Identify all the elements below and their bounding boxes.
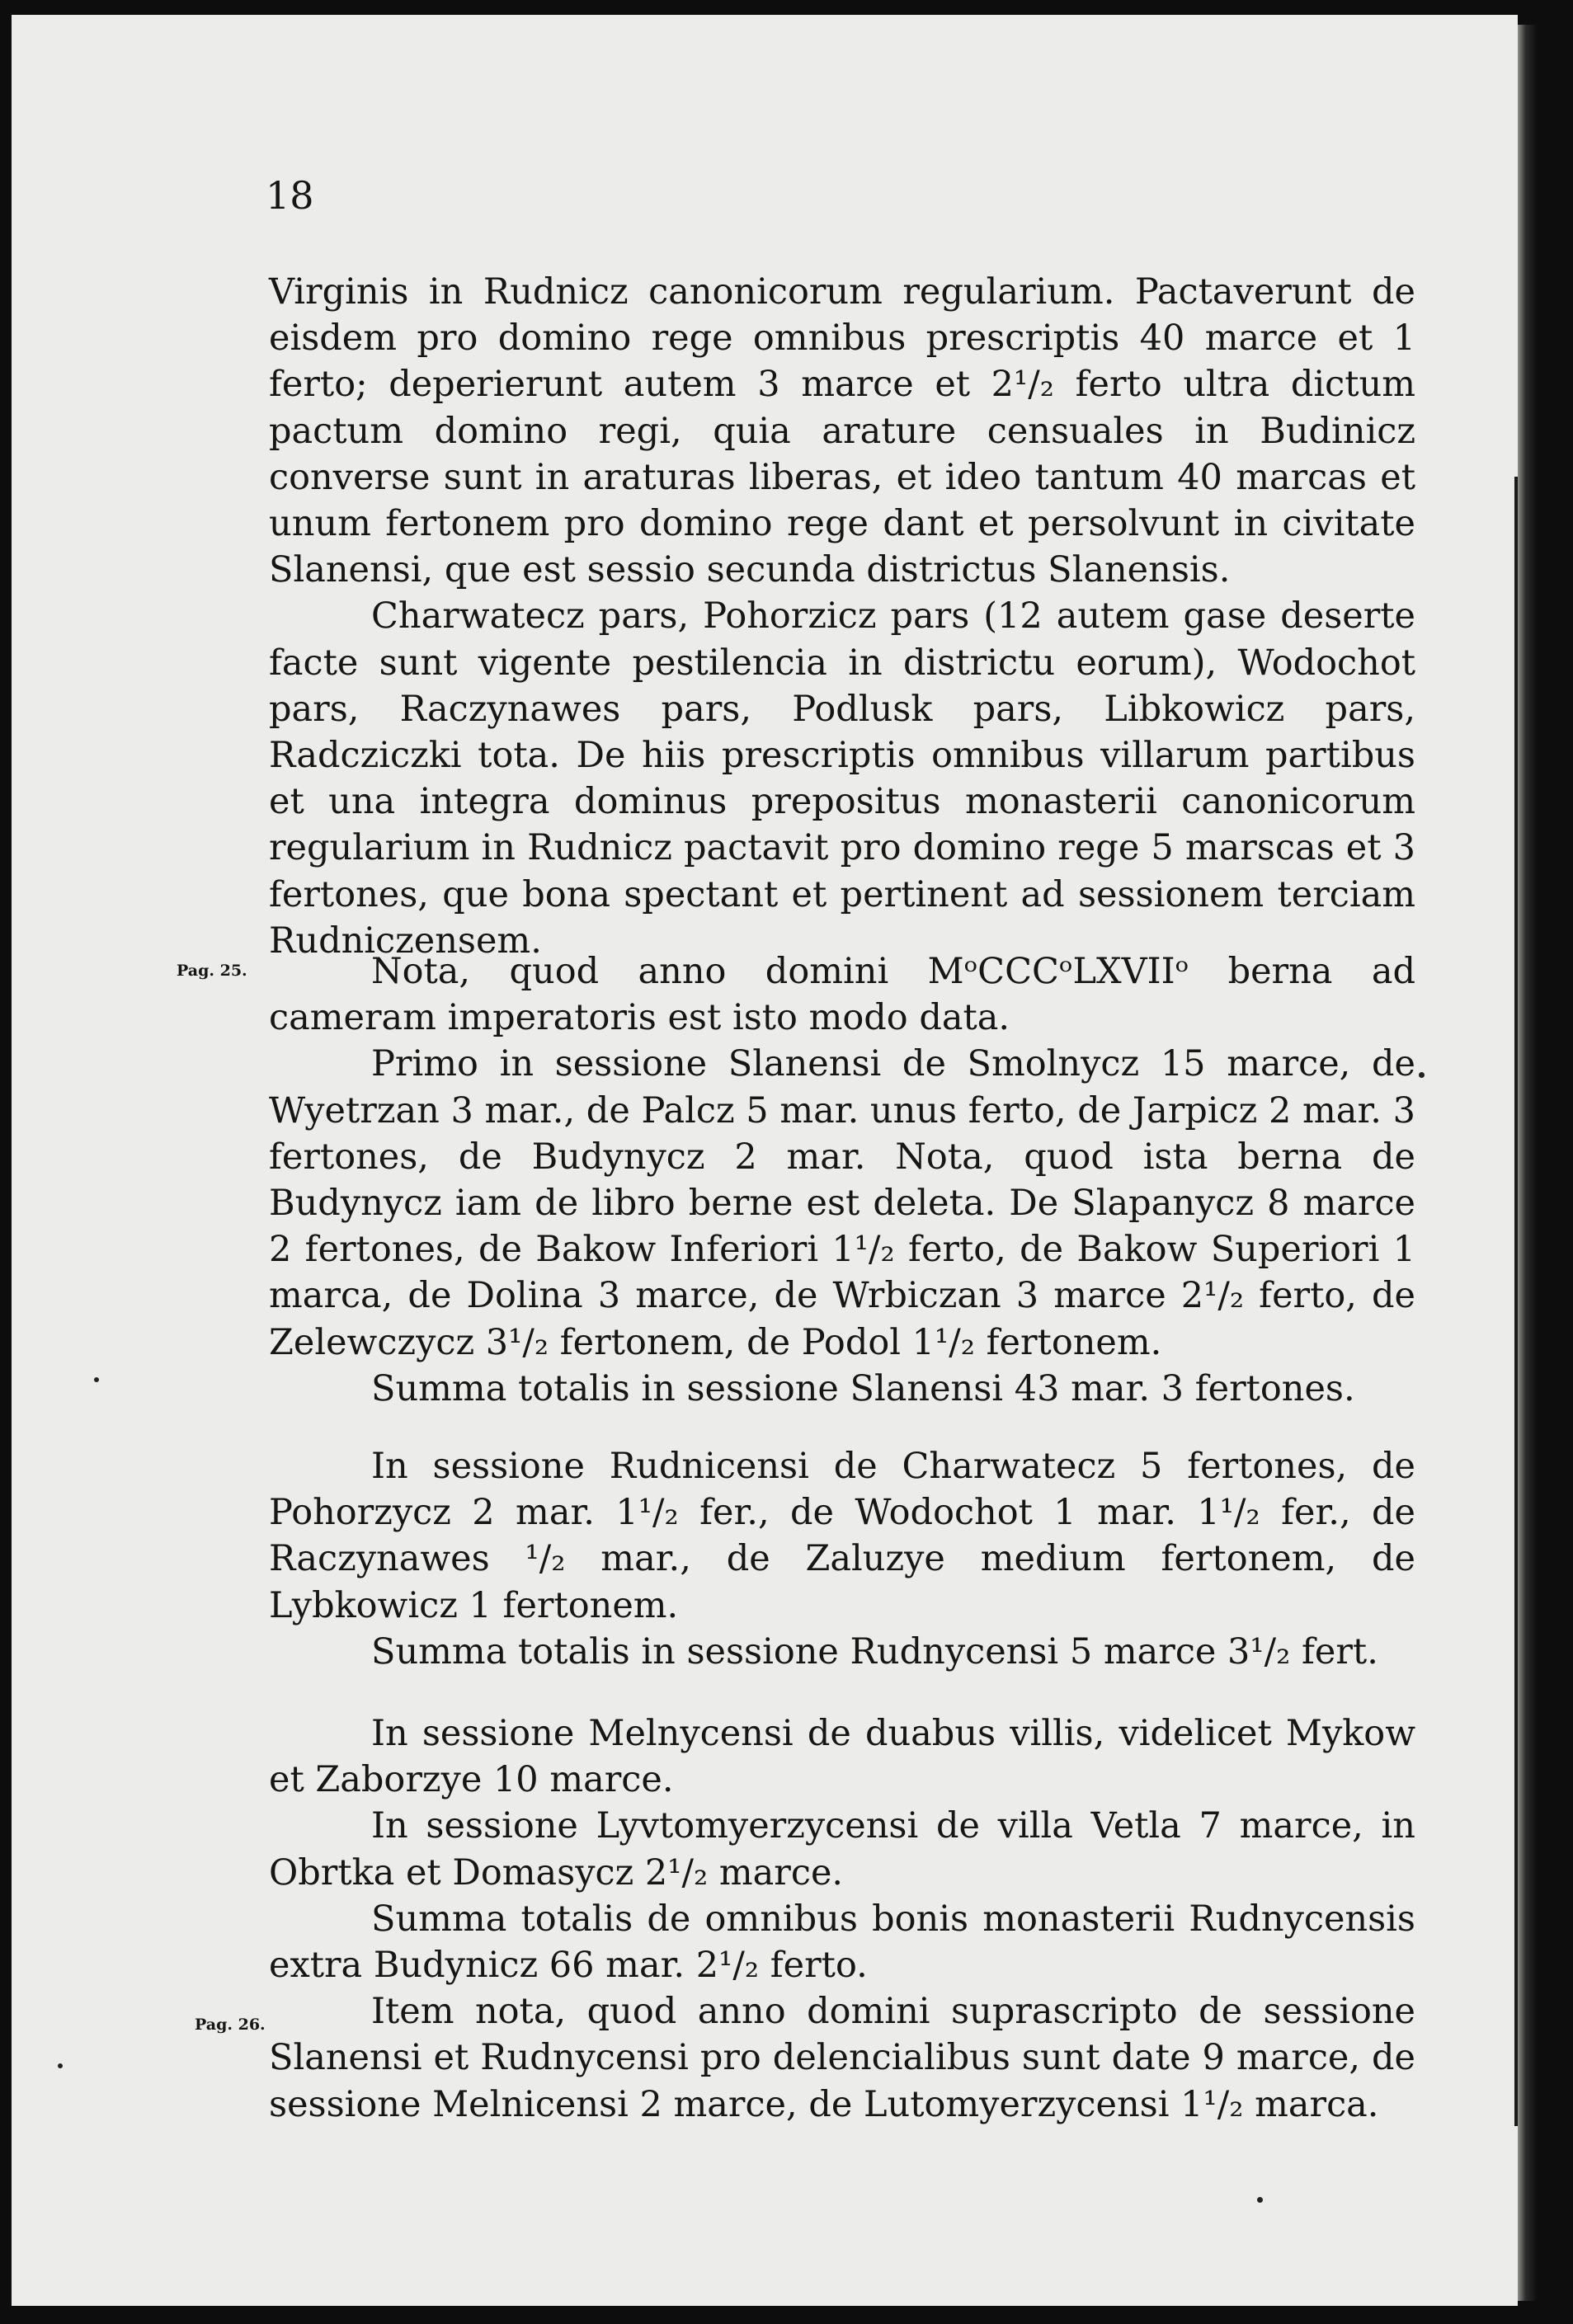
paragraph-4: Primo in sessione Slanensi de Smolnycz 15 marce, de Wyetrzan 3 mar., de Palcz 5 mar. unus ferto, de Jarpicz 2 mar. 3 fertones, de Budynycz 2 mar. Nota, quod ista berna de Budynycz iam de libro berne est deleta. De Slapanycz 8 marce 2 fertones, de Bakow Inferiori 1¹/₂ ferto, de Bakow Superiori 1 marca, de Dolina 3 marce, de Wrbiczan 3 marce 2¹/₂ ferto, de Zelewczycz 3¹/₂ fertonem, de Podol 1¹/₂ fertonem. [269,1043,1415,1363]
page-text [12,15,1518,2306]
text-block-2 [269,948,1415,1412]
scan-speck [1419,1072,1425,1078]
text-block-1 [269,269,1415,964]
summa-slanensi: Summa totalis in sessione Slanensi 43 mar. 3 fertones. [371,1367,1355,1409]
scan-speck [1257,2197,1263,2203]
paragraph-lyvtomyerzycensi: In sessione Lyvtomyerzycensi de villa Vetla 7 marce, in Obrtka et Domasycz 2¹/₂ marce. [269,1805,1415,1894]
summa-totalis-omnibus: Summa totalis de omnibus bonis monasterii Rudnycensis extra Budynicz 66 mar. 2¹/₂ ferto. [269,1898,1415,1987]
paragraph-rudnicensi: In sessione Rudnicensi de Charwatecz 5 fertones, de Pohorzycz 2 mar. 1¹/₂ fer., de Wodochot 1 mar. 1¹/₂ fer., de Raczynawes ¹/₂ mar., de Zaluzye medium fertonem, de Lybkowicz 1 fertonem. [269,1446,1415,1626]
paragraph-3: Nota, quod anno domini MᵒCCCᵒLXVIIᵒ berna ad cameram imperatoris est isto modo data. [269,951,1415,1039]
text-block-4 [269,1710,1415,2128]
scanned-page [12,15,1518,2306]
scan-speck [94,1377,99,1382]
margin-note-pag-25: Pag. 25. [177,962,247,980]
paragraph-item-nota: Item nota, quod anno domini suprascripto de sessione Slanensi et Rudnycensi pro delencialibus sunt date 9 marce, de sessione Melnicensi 2 marce, de Lutomyerzycensi 1¹/₂ marca. [269,1991,1415,2125]
paragraph-1: Virginis in Rudnicz canonicorum regularium. Pactaverunt de eisdem pro domino rege omnibus prescriptis 40 marce et 1 ferto; deperierunt autem 3 marce et 2¹/₂ ferto ultra dictum pactum domino regi, quia arature censuales in Budinicz converse sunt in araturas liberas, et ideo tantum 40 marcas et unum fertonem pro domino rege dant et persolvunt in civitate Slanensi, que est sessio secunda districtus Slanensis. [269,271,1415,591]
text-block-3 [269,1443,1415,1675]
paragraph-melnycensi: In sessione Melnycensi de duabus villis, videlicet Mykow et Zaborzye 10 marce. [269,1713,1415,1801]
book-spine-edge [1518,25,1538,2301]
paragraph-2: Charwatecz pars, Pohorzicz pars (12 autem gase deserte facte sunt vigente pestilencia in districtu eorum), Wodochot pars, Raczynawes pars, Podlusk pars, Libkowicz pars, Radcziczki tota. De hiis prescriptis omnibus villarum partibus et una integra dominus prepositus monasterii canonicorum regularium in Rudnicz pactavit pro domino rege 5 marscas et 3 fertones, que bona spectant et pertinent ad sessionem terciam Rudniczensem. [269,595,1415,962]
page-number: 18 [266,173,314,218]
scan-speck [58,2063,63,2068]
margin-note-pag-26: Pag. 26. [195,2016,266,2034]
summa-rudnycensi: Summa totalis in sessione Rudnycensi 5 marce 3¹/₂ fert. [371,1630,1378,1672]
